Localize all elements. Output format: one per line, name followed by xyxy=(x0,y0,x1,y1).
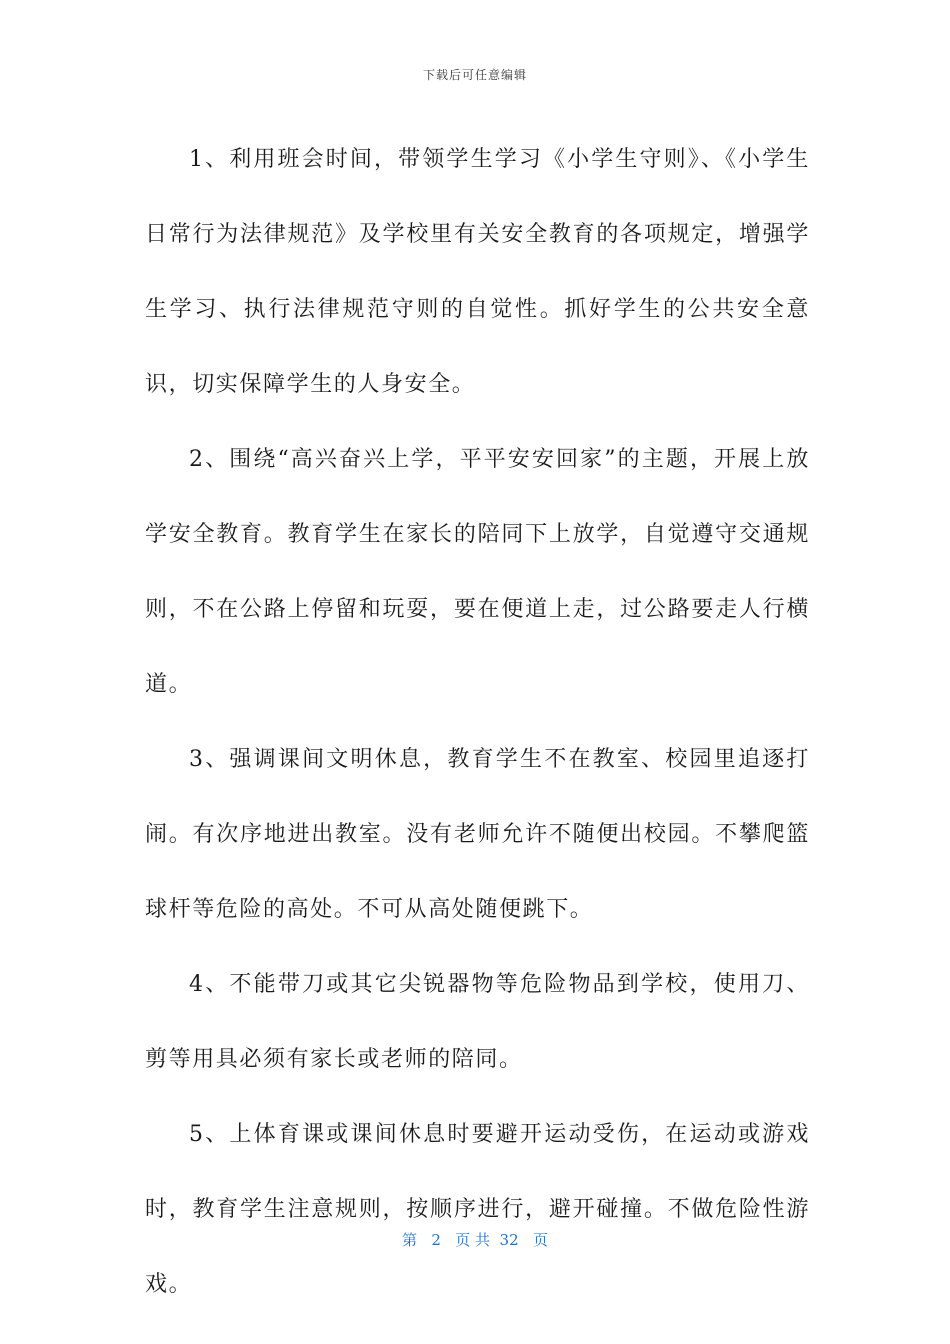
footer-label-page: 第 xyxy=(402,1231,418,1249)
footer-total-pages: 32 xyxy=(499,1231,519,1249)
paragraph-5: 5、上体育课或课间休息时要避开运动受伤，在运动或游戏时，教育学生注意规则，按顺序进行，避开碰撞。不做危险性游戏。 xyxy=(145,1122,810,1297)
page-header: 下载后可任意编辑 xyxy=(422,68,527,82)
page-footer xyxy=(0,1229,950,1250)
document-body xyxy=(145,122,810,1322)
footer-label-end: 页 xyxy=(532,1231,548,1249)
footer-label-of: 页 共 xyxy=(455,1231,490,1249)
paragraph-2: 2、围绕“高兴奋兴上学，平平安安回家”的主题，开展上放学安全教育。教育学生在家长的陪同下上放学，自觉遵守交通规则，不在公路上停留和玩耍，要在便道上走，过公路要走人行横道。 xyxy=(145,447,810,697)
paragraph-1: 1、利用班会时间，带领学生学习《小学生守则》、《小学生日常行为法律规范》及学校里有关安全教育的各项规定，增强学生学习、执行法律规范守则的自觉性。抓好学生的公共安全意识，切实保障学生的人身安全。 xyxy=(145,147,810,397)
paragraph-3: 3、强调课间文明休息，教育学生不在教室、校园里追逐打闹。有次序地进出教室。没有老师允许不随便出校园。不攀爬篮球杆等危险的高处。不可从高处随便跳下。 xyxy=(145,747,810,922)
footer-current-page: 2 xyxy=(431,1231,441,1249)
paragraph-4: 4、不能带刀或其它尖锐器物等危险物品到学校，使用刀、剪等用具必须有家长或老师的陪同。 xyxy=(145,972,810,1072)
